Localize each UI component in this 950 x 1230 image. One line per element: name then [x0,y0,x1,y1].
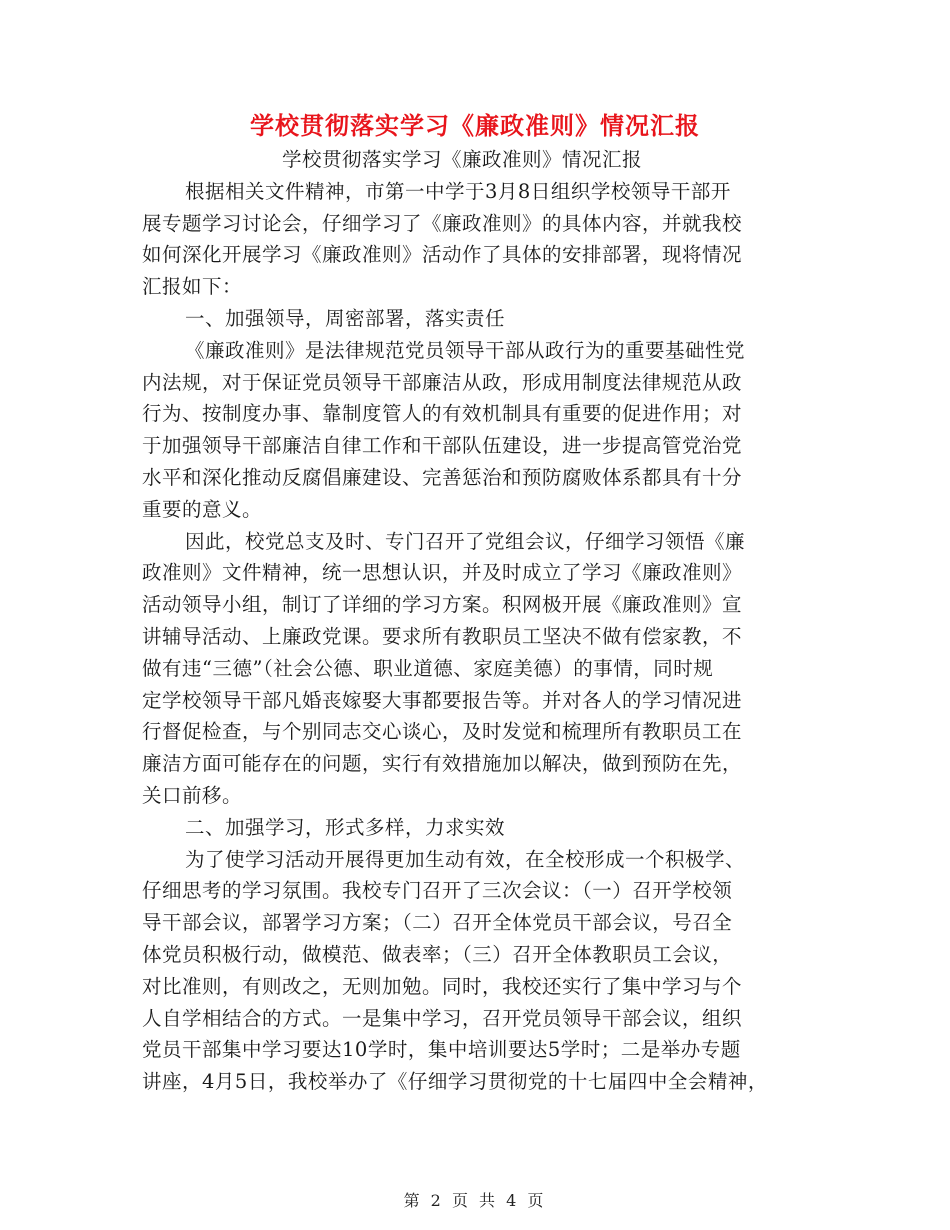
paragraph-line: 如何深化开展学习《廉政准则》活动作了具体的安排部署，现将情况 [142,243,743,267]
page-number-footer: 第 2 页 共 4 页 [403,1191,547,1210]
section-heading: 一、加强领导，周密部署，落实责任 [185,306,506,330]
paragraph-line: 重要的意义。 [142,497,263,521]
paragraph-line: 内法规，对于保证党员领导干部廉洁从政，形成用制度法律规范从政 [142,370,743,394]
paragraph-line: 人自学相结合的方式。一是集中学习，召开党员领导干部会议，组织 [142,1006,743,1030]
paragraph-line: 定学校领导干部凡婚丧嫁娶大事都要报告等。并对各人的学习情况进 [142,688,743,712]
paragraph-line: 活动领导小组，制订了详细的学习方案。积网极开展《廉政准则》宣 [142,593,743,617]
paragraph-line: 政准则》文件精神，统一思想认识，并及时成立了学习《廉政准则》 [142,561,743,585]
paragraph-line: 党员干部集中学习要达10学时，集中培训要达5学时；二是举办专题 [142,1038,741,1062]
paragraph-line: 根据相关文件精神，市第一中学于3月8日组织学校领导干部开 [185,179,731,203]
paragraph-line: 展专题学习讨论会，仔细学习了《廉政准则》的具体内容，并就我校 [142,211,743,235]
paragraph-line: 《廉政准则》是法律规范党员领导干部从政行为的重要基础性党 [185,338,746,362]
paragraph-line: 体党员积极行动，做模范、做表率；（三）召开全体教职员工会议， [142,942,733,966]
paragraph-line: 关口前移。 [142,783,243,807]
paragraph-line: 导干部会议，部署学习方案；（二）召开全体党员干部会议，号召全 [142,911,733,935]
subtitle-line: 学校贯彻落实学习《廉政准则》情况汇报 [282,148,643,171]
paragraph-line: 行为、按制度办事、靠制度管人的有效机制具有重要的促进作用；对 [142,402,743,426]
paragraph-line: 因此，校党总支及时、专门召开了党组会议，仔细学习领悟《廉 [185,529,746,553]
paragraph-line: 汇报如下： [142,275,243,299]
document-title: 学校贯彻落实学习《廉政准则》情况汇报 [250,111,700,140]
paragraph-line: 讲辅导活动、上廉政党课。要求所有教职员工坚决不做有偿家教，不 [142,624,743,648]
paragraph-line: 于加强领导干部廉洁自律工作和干部队伍建设，进一步提高管党治党 [142,434,743,458]
paragraph-line: 水平和深化推动反腐倡廉建设、完善惩治和预防腐败体系都具有十分 [142,465,743,489]
paragraph-line: 为了使学习活动开展得更加生动有效，在全校形成一个积极学、 [185,847,746,871]
paragraph-line: 仔细思考的学习氛围。我校专门召开了三次会议：（一）召开学校领 [142,879,733,903]
paragraph-line: 行督促检查，与个别同志交心谈心，及时发觉和梳理所有教职员工在 [142,720,743,744]
section-heading: 二、加强学习，形式多样，力求实效 [185,815,506,839]
paragraph-line: 廉洁方面可能存在的问题，实行有效措施加以解决，做到预防在先， [142,752,743,776]
document-body [142,144,798,1098]
paragraph-line: 对比准则，有则改之，无则加勉。同时，我校还实行了集中学习与个 [142,974,743,998]
paragraph-line: 讲座，4月5日，我校举办了《仔细学习贯彻党的十七届四中全会精神， [142,1070,768,1094]
paragraph-line: 做有违“三德”（社会公德、职业道德、家庭美德）的事情，同时规 [142,656,714,680]
